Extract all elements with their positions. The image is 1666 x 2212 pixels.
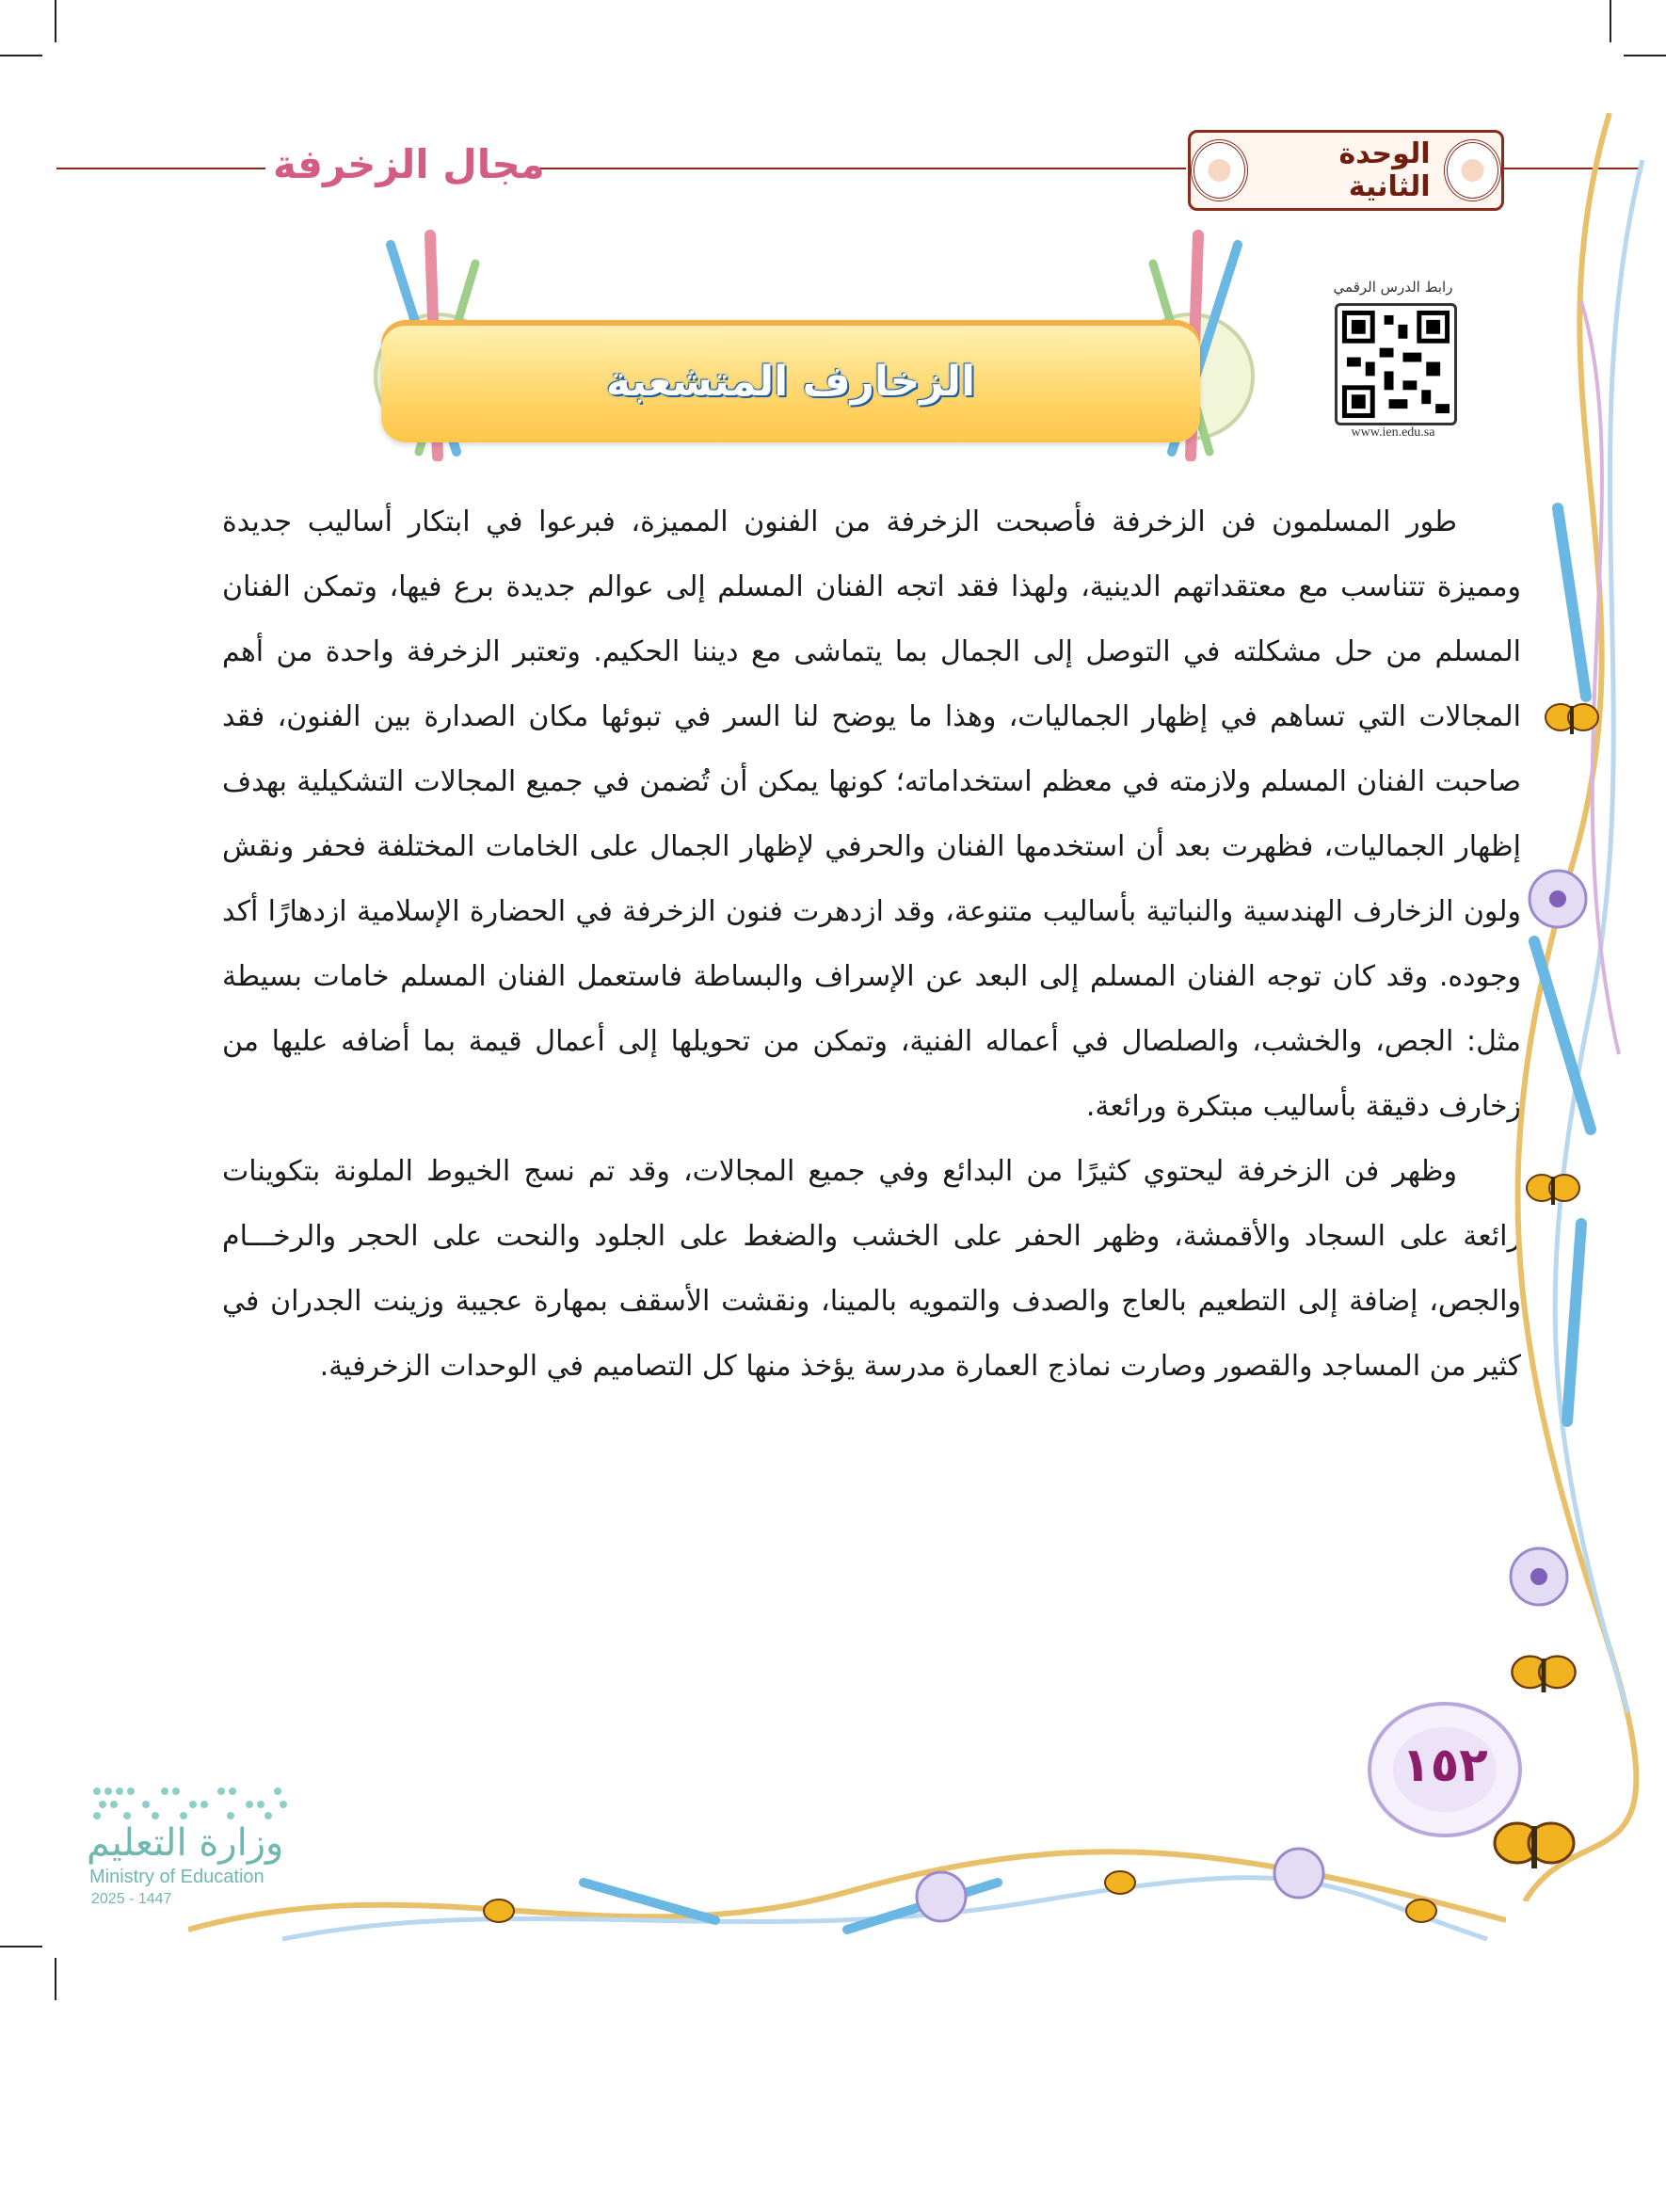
unit-label: الوحدة الثانية	[1338, 137, 1431, 203]
ministry-year: 2025 - 1447	[91, 1891, 172, 1907]
butterfly-icon	[1525, 1167, 1581, 1214]
page-number-flower-icon	[1355, 2108, 1515, 2212]
crop-mark	[55, 0, 56, 42]
qr-code[interactable]	[1335, 303, 1457, 425]
ministry-name-english: Ministry of Education	[89, 1867, 264, 1887]
field-title: مجال الزخرفة	[273, 141, 545, 187]
unit-badge	[1188, 130, 1504, 211]
crop-mark	[0, 55, 42, 56]
ministry-logo-icon	[89, 1784, 296, 1821]
lesson-body	[222, 489, 1521, 1399]
butterfly-icon	[1506, 1647, 1581, 1704]
crop-mark	[1624, 55, 1666, 56]
header-rule-middle	[527, 168, 1186, 169]
flower-icon	[1525, 866, 1591, 932]
page-number: ١٥٢	[1402, 1738, 1488, 1792]
paragraph: طور المسلمون فن الزخرفة فأصبحت الزخرفة من الفنون المميزة، فبرعوا في ابتكار أساليب جديدة ومميزة تتناسب مع معتقداتهم الدينية، ولهذا فقد اتجه الفنان المسلم إلى عوالم جديدة برع فيها، وتمكن الفنان المسلم من حل مشكلته في التوصل إلى الجمال بما يتماشى مع ديننا الحكيم. وتعتبر الزخرفة واحدة من أهم المجالات التي تساهم في إظهار الجماليات، وهذا ما يوضح لنا السر في تبوئها مكان الصدارة بين الفنون، فقد صاحبت الفنان المسلم ولازمته في معظم استخداماته؛ كونها يمكن أن تُضمن في جميع المجالات التشكيلية بهدف إظهار الجماليات، فظهرت بعد أن استخدمها الفنان والحرفي لإظهار الجمال على الخامات المختلفة فحفر ونقش ولون الزخارف الهندسية والنباتية بأساليب متنوعة، وقد ازدهرت فنون الزخرفة في الحضارة الإسلامية ازدهارًا أكد وجوده. وقد كان توجه الفنان المسلم إلى البعد عن الإسراف والبساطة فاستعمل الفنان المسلم خامات بسيطة مثل: الجص، والخشب، والصلصال في أعماله الفنية، وتمكن من تحويلها إلى أعمال قيمة بما أضافه عليها من زخارف دقيقة بأساليب مبتكرة ورائعة.	[222, 505, 1521, 1123]
decorative-border-bottom	[188, 1826, 1506, 1948]
lesson-title: الزخارف المتشعبة	[605, 357, 976, 406]
qr-code-icon	[1338, 306, 1454, 423]
crop-mark	[0, 1946, 42, 1948]
flower-icon	[1506, 1544, 1572, 1610]
header-rule-left	[56, 168, 265, 169]
decorative-border-right	[1468, 113, 1666, 1901]
paragraph: وظهر فن الزخرفة ليحتوي كثيرًا من البدائع وفي جميع المجالات، وقد تم نسج الخيوط الملونة بتكوينات رائعة على السجاد والأقمشة، وظهر الحفر على الخشب والضغط على الجلود والنحت على الحجر والرخـــام والجص، إضافة إلى التطعيم بالعاج والصدف والتمويه بالمينا، ونقشت الأسقف بمهارة عجيبة وزينت الجدران في كثير من المساجد والقصور وصارت نماذج العمارة مدرسة يؤخذ منها كل التصاميم في الوحدات الزخرفية.	[222, 1155, 1521, 1383]
ministry-name-arabic: وزارة التعليم	[87, 1821, 284, 1865]
qr-url[interactable]: www.ien.edu.sa	[1351, 425, 1435, 440]
qr-label: رابط الدرس الرقمي	[1333, 279, 1453, 296]
crop-mark	[55, 1958, 56, 2000]
crop-mark	[1610, 0, 1611, 42]
ornament-icon	[1191, 139, 1248, 201]
butterfly-icon	[1544, 697, 1600, 744]
